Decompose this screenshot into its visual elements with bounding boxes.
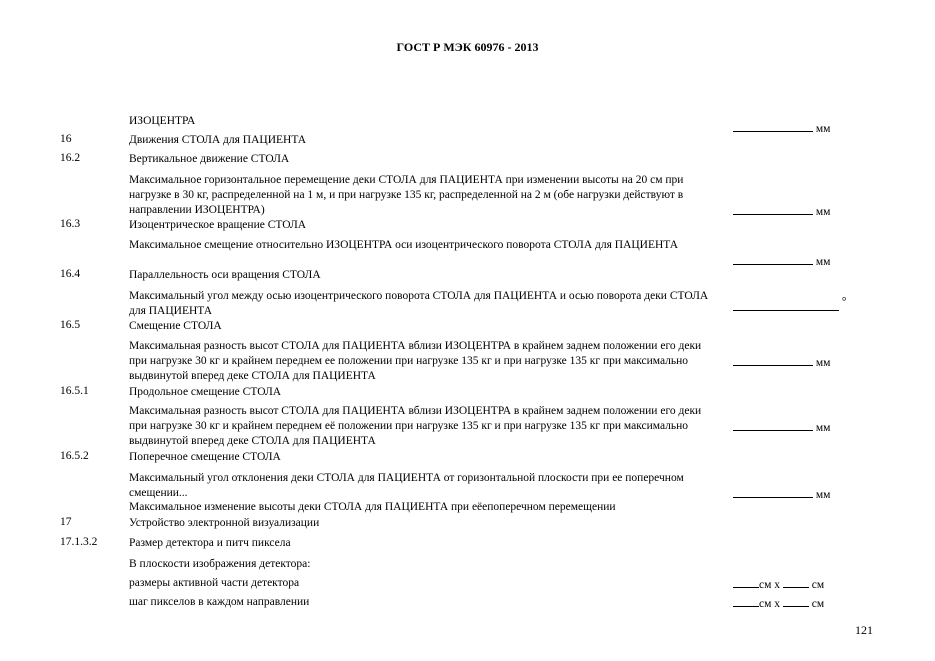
unit-label: мм <box>815 357 831 369</box>
row-text: Размер детектора и питч пиксела <box>129 537 291 549</box>
unit-label: мм <box>815 123 831 135</box>
row-text: Параллельность оси вращения СТОЛА <box>129 269 321 281</box>
row-text: Максимальный угол между осью изоцентрического поворота СТОЛА для ПАЦИЕНТА и осью поворота деки СТОЛА для ПАЦИЕНТА <box>129 290 709 317</box>
row-text: Максимальная разность высот СТОЛА для ПАЦИЕНТА вблизи ИЗОЦЕНТРА в крайнем заднем положении его деки при нагрузке 30 кг и крайнем переднем её положении при нагрузке 135 кг и при нагрузке 135 кг при максимально выдвинутой вперед деке СТОЛА для ПАЦИЕНТА <box>129 405 702 447</box>
section-number: 16.2 <box>60 152 81 164</box>
unit-label: см <box>811 579 825 591</box>
section-number: 16 <box>60 133 72 145</box>
unit-label: мм <box>815 206 831 218</box>
section-number: 16.5 <box>60 319 81 331</box>
row-text: Вертикальное движение СТОЛА <box>129 153 290 165</box>
document-header: ГОСТ Р МЭК 60976 - 2013 <box>396 40 539 54</box>
section-number: 16.5.2 <box>60 450 89 462</box>
section-number: 16.4 <box>60 268 81 280</box>
row-text: размеры активной части детектора <box>129 577 300 589</box>
answer-blank <box>733 576 824 591</box>
section-number: 17 <box>60 516 72 528</box>
row-text: Максимальное горизонтальное перемещение деки СТОЛА для ПАЦИЕНТА при изменении высоты на 20 см при нагрузке в 30 кг, распределенной на 1 м, и при нагрузке 135 кг, распределенной на 2 м (обе нагрузки действуют в направлении ИЗОЦЕНТРА) <box>129 174 684 216</box>
answer-blank <box>733 354 830 369</box>
answer-blank <box>733 296 847 314</box>
row-text: В плоскости изображения детектора: <box>129 558 311 570</box>
unit-separator: см х <box>759 579 781 591</box>
row-text: шаг пикселов в каждом направлении <box>129 596 310 608</box>
answer-blank <box>733 120 830 135</box>
row-text: Продольное смещение СТОЛА <box>129 386 282 398</box>
section-number: 16.5.1 <box>60 385 89 397</box>
unit-label: мм <box>815 256 831 268</box>
row-text: Максимальное изменение высоты деки СТОЛА для ПАЦИЕНТА при еёепоперечном перемещении <box>129 501 616 513</box>
row-text: Максимальное смещение относительно ИЗОЦЕНТРА оси изоцентрического поворота СТОЛА для ПАЦИЕНТА <box>129 239 679 251</box>
unit-separator: см х <box>759 598 781 610</box>
row-text: Устройство электронной визуализации <box>129 517 320 529</box>
answer-blank <box>733 595 824 610</box>
section-number: 17.1.3.2 <box>60 536 98 548</box>
unit-label: мм <box>815 422 831 434</box>
answer-blank <box>733 486 830 501</box>
row-text: Смещение СТОЛА <box>129 320 222 332</box>
row-text: ИЗОЦЕНТРА <box>129 115 196 127</box>
answer-blank <box>733 419 830 434</box>
row-text: Изоцентрическое вращение СТОЛА <box>129 219 307 231</box>
answer-blank <box>733 203 830 218</box>
page-number: 121 <box>855 623 873 637</box>
row-text: Поперечное смещение СТОЛА <box>129 451 281 463</box>
row-text: Максимальная разность высот СТОЛА для ПАЦИЕНТА вблизи ИЗОЦЕНТРА в крайнем заднем положении его деки при нагрузке 30 кг и крайнем переднем ее положении при нагрузке 135 кг и при нагрузке 135 кг при максимально выдвинутой вперед деке СТОЛА для ПАЦИЕНТА <box>129 340 702 382</box>
unit-label: см <box>811 598 825 610</box>
row-text: Максимальный угол отклонения деки СТОЛА для ПАЦИЕНТА от горизонтальной плоскости при ее поперечном смещении... <box>129 472 684 499</box>
row-text: Движения СТОЛА для ПАЦИЕНТА <box>129 134 307 146</box>
section-number: 16.3 <box>60 218 81 230</box>
unit-label: ° <box>841 296 847 308</box>
unit-label: мм <box>815 489 831 501</box>
answer-blank <box>733 253 830 268</box>
